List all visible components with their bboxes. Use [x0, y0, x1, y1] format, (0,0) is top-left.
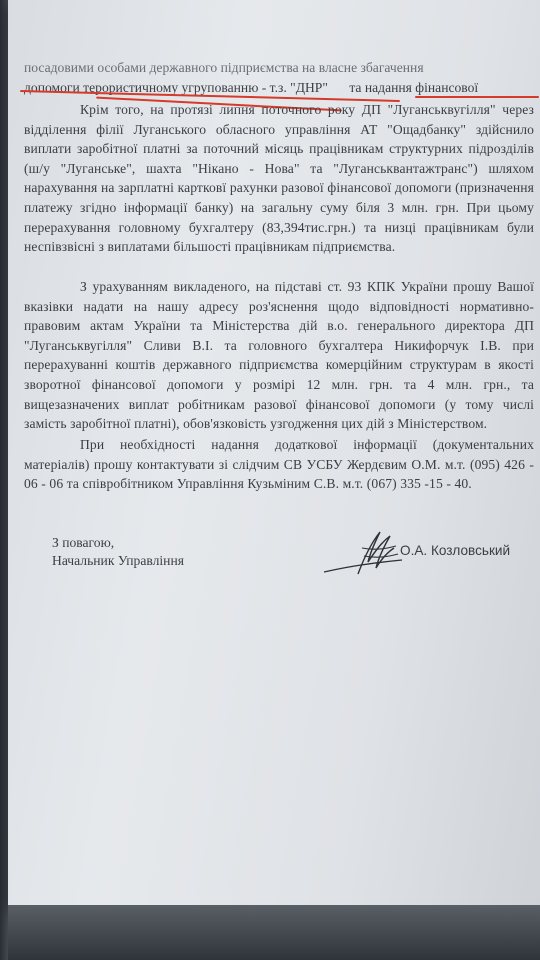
page-shadow: [8, 905, 540, 960]
paragraph-2: З урахуванням викладеного, на підставі ст. 93 КПК України прошу Вашої вказівки надати на нашу адресу роз'яснення щодо відповідності нормативно-правовим актам України та Міністерства дій в.о. генерального директора ДП "Луганськвугілля" Сливи В.І. та головного бухгалтера Никифорчук І.В. при перерахуванні коштів державного підприємства комерційним структурам в якості зворотної фінансової допомоги у розмірі 12 млн. грн. та 4 млн. грн., та вищезазначених виплат робітникам разової фінансової допомоги (у тому числі замість заробітної платні), обов'язковість узгодження цих дій з Міністерством.: [24, 279, 534, 432]
highlighted-phrase: допомоги терористичному угрупованню - т.з. "ДНР": [24, 80, 328, 95]
closing-text: З повагою,: [52, 535, 115, 550]
signatory-name: О.А. Козловський: [400, 543, 511, 558]
paragraph-1: Крім того, на протязі липня поточного року ДП "Луганськвугілля" через відділення філії Луганського обласного управління АТ "Ощадбанку" здійснило виплати заробітної платні за поточний місяць працівникам структурних підрозділів (ш/у "Луганське", шахта "Нікано - Нова" та "Луганськвантажтранс") шляхом нарахування на зарплатні картковї рахунки разової фінансової допомоги (призначення платежу згідно інформації банку) на загальну суму біля 3 млн. грн. При цьому перерахування головному бухгалтеру (83,394тис.грн.) та низці працівникам були неспівзвісні з виплатами більшості працівникам підприємства.: [24, 102, 534, 255]
handwritten-signature: [322, 528, 408, 580]
top-line-2-tail: та надання фінансової: [349, 80, 479, 95]
position-title: Начальник Управління: [52, 553, 184, 568]
paragraph-3: При необхідності надання додаткової інформації (документальних матеріалів) прошу контактувати зі слідчим СВ УСБУ Жердєвим О.М. м.т. (095) 426 - 06 - 06 та співробітником Управління Кузьміним С.В. м.т. (067) 335 -15 - 40.: [24, 437, 534, 492]
red-underline-2: [415, 96, 539, 98]
closing-block: [52, 534, 184, 570]
top-line: посадовими особами державного підприємства на власне збагачення: [24, 60, 424, 75]
top-line-2: [24, 78, 534, 98]
